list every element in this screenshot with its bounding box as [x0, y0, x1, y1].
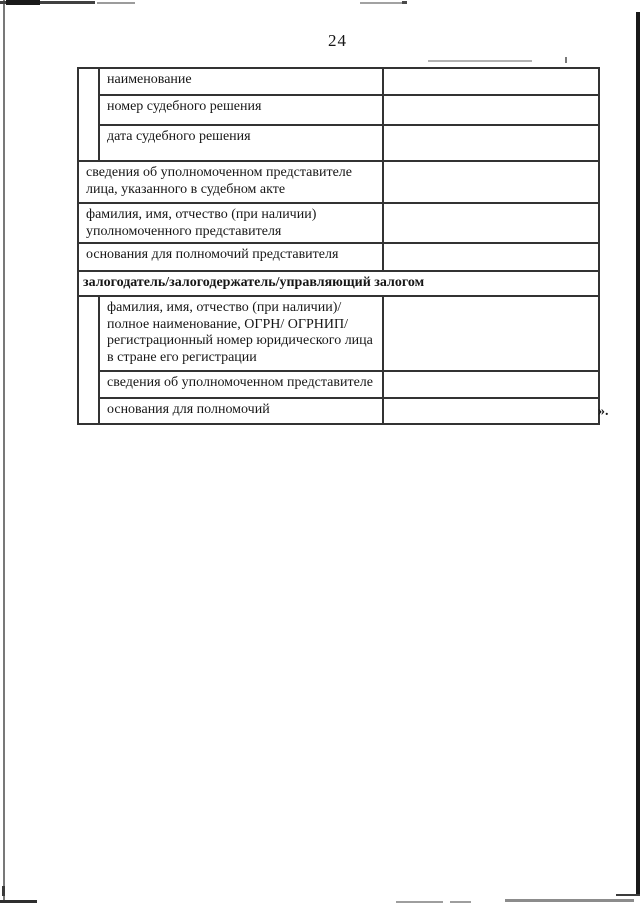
- label-cell: фамилия, имя, отчество (при наличии)/полное наименование, ОГРН/ ОГРНИП/ регистрационный номер юридического лица в стране его регистрации: [99, 296, 383, 371]
- scan-bottom-edge-segment: [396, 901, 443, 903]
- label-cell: наименование: [99, 68, 383, 95]
- scan-left-edge-blotch: [2, 886, 5, 896]
- table-row: [78, 68, 599, 95]
- label-cell: сведения об уполномоченном представителе: [99, 371, 383, 398]
- scan-top-edge-speck: [402, 1, 407, 4]
- scan-tick-mark: [565, 57, 567, 63]
- table-row: [78, 243, 599, 271]
- scan-right-edge-bar: [636, 12, 640, 894]
- label-cell: номер судебного решения: [99, 95, 383, 125]
- value-cell: [383, 125, 599, 161]
- scan-top-edge-segment: [97, 2, 135, 4]
- table-row: [78, 125, 599, 161]
- scan-ghost-line: [428, 60, 532, 62]
- scan-bottom-edge-segment: [0, 900, 37, 903]
- scan-top-edge-segment: [0, 1, 95, 4]
- closing-quote-mark: ».: [598, 404, 609, 419]
- registration-form-table: [77, 67, 600, 425]
- indent-cell: [78, 68, 99, 161]
- scan-bottom-edge-segment: [505, 899, 634, 902]
- value-cell: [383, 371, 599, 398]
- label-cell: основания для полномочий: [99, 398, 383, 424]
- scan-top-edge-blotch: [6, 0, 40, 5]
- value-cell: [383, 68, 599, 95]
- value-cell: [383, 243, 599, 271]
- table-row: [78, 371, 599, 398]
- label-cell: основания для полномочий представителя: [78, 243, 383, 271]
- table-row: [78, 296, 599, 371]
- table-row: [78, 203, 599, 243]
- scan-top-edge-segment: [360, 2, 406, 4]
- scan-bottom-edge-segment: [450, 901, 471, 903]
- table-section-row: [78, 271, 599, 296]
- scan-left-edge-line: [3, 0, 5, 903]
- value-cell: [383, 296, 599, 371]
- indent-cell: [78, 296, 99, 424]
- value-cell: [383, 203, 599, 243]
- value-cell: [383, 95, 599, 125]
- scan-bottom-edge-segment: [616, 894, 640, 896]
- label-cell: фамилия, имя, отчество (при наличии) уполномоченного представителя: [78, 203, 383, 243]
- section-header-cell: залогодатель/залогодержатель/управляющий залогом: [78, 271, 599, 296]
- label-cell: дата судебного решения: [99, 125, 383, 161]
- label-cell: сведения об уполномоченном представителе лица, указанного в судебном акте: [78, 161, 383, 203]
- value-cell: [383, 161, 599, 203]
- table-row: [78, 161, 599, 203]
- table-row: [78, 95, 599, 125]
- value-cell: [383, 398, 599, 424]
- page-number: 24: [328, 31, 347, 50]
- table-row: [78, 398, 599, 424]
